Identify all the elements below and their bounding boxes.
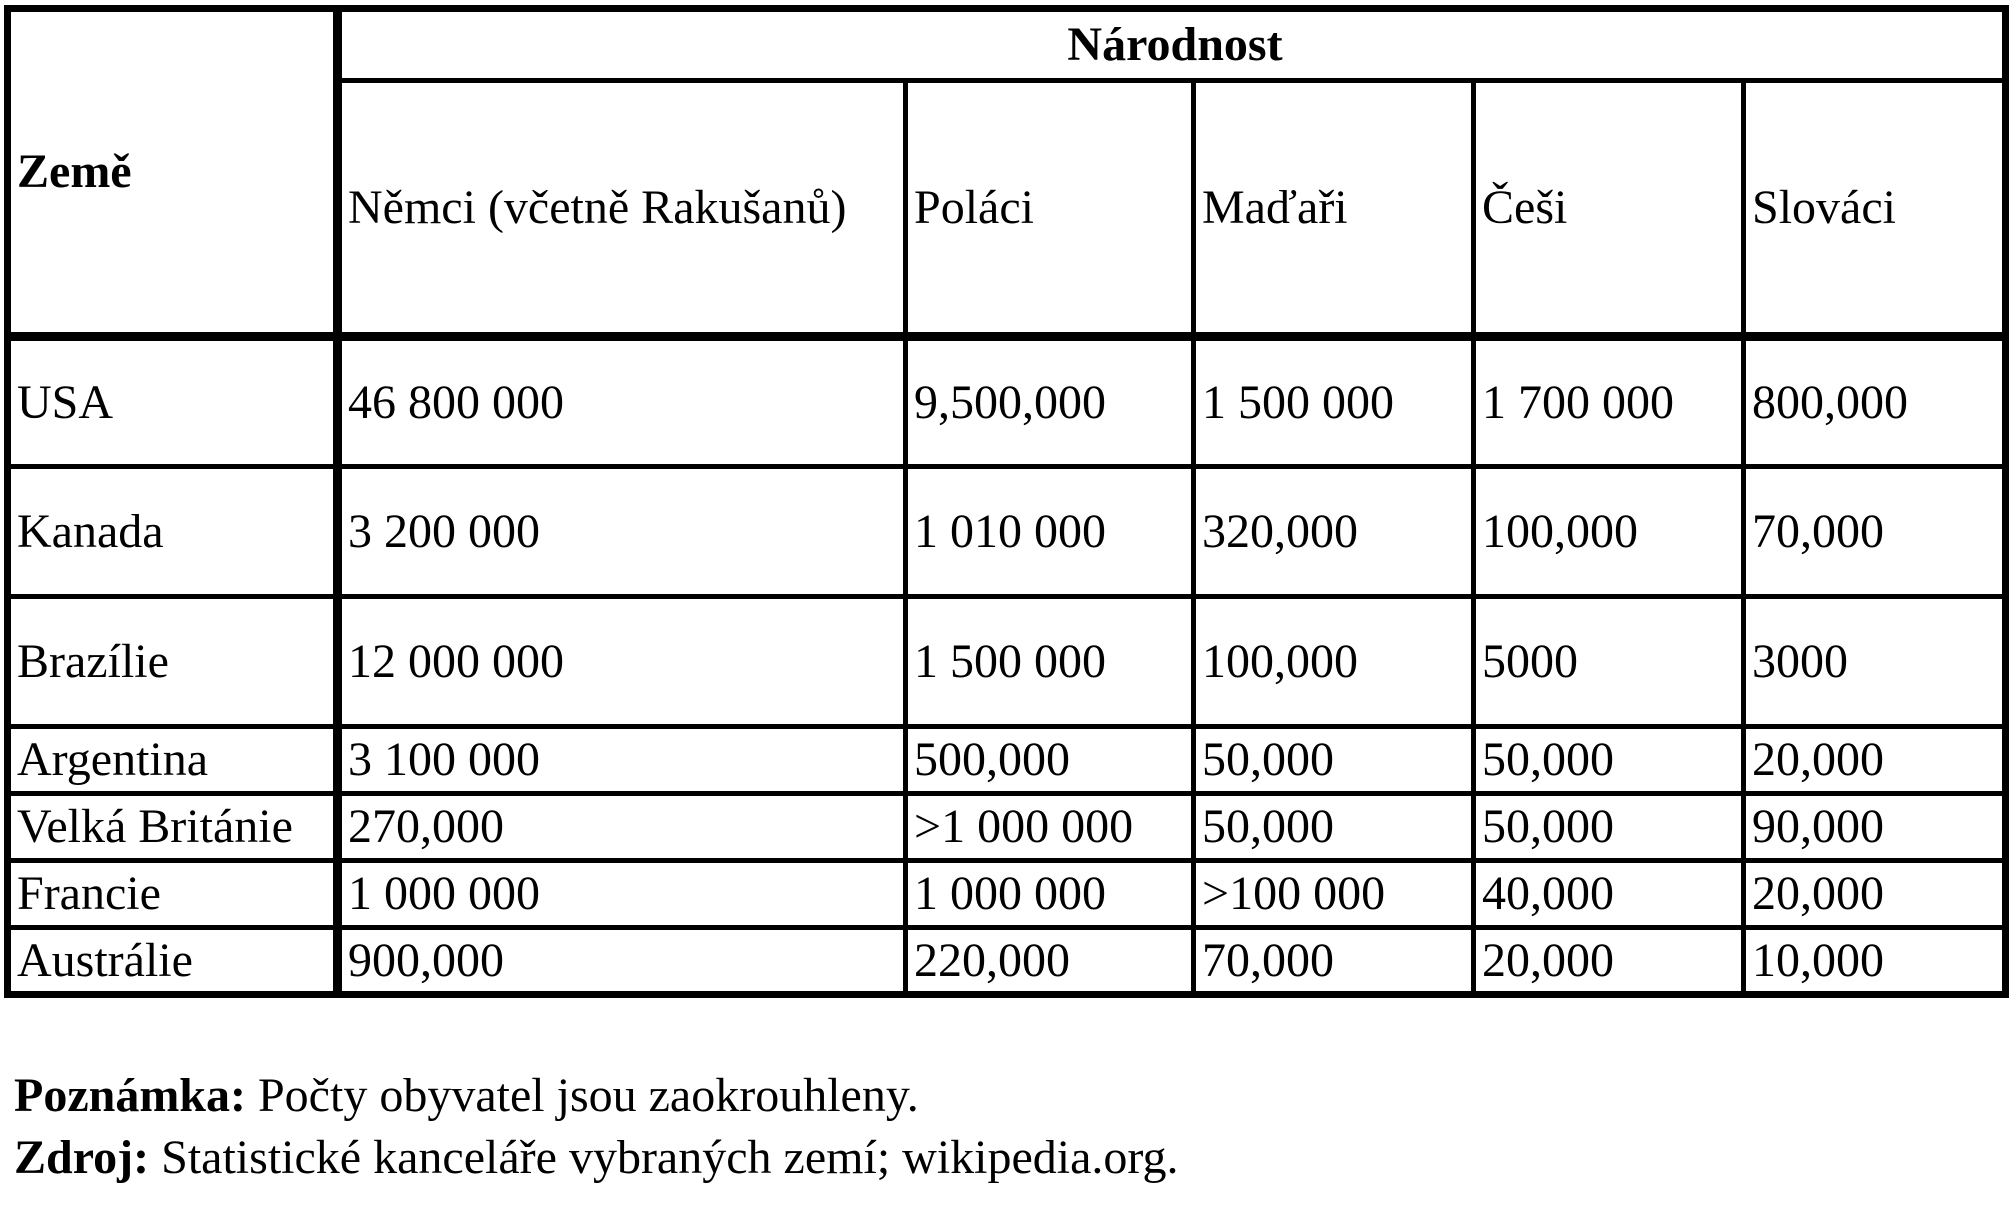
cell-value: 500,000	[906, 727, 1194, 794]
cell-value: 9,500,000	[906, 337, 1194, 467]
column-header-slovaci: Slováci	[1744, 81, 2006, 337]
cell-value: 40,000	[1474, 861, 1744, 928]
source-label: Zdroj:	[14, 1131, 150, 1185]
cell-value: 46 800 000	[338, 337, 906, 467]
cell-value: 100,000	[1194, 597, 1474, 727]
cell-value: 3 200 000	[338, 467, 906, 597]
cell-value: 1 000 000	[906, 861, 1194, 928]
cell-value: 1 500 000	[1194, 337, 1474, 467]
row-country: Austrálie	[8, 928, 338, 995]
cell-value: 1 500 000	[906, 597, 1194, 727]
row-country: Kanada	[8, 467, 338, 597]
population-table	[4, 5, 2009, 998]
cell-value: 3 100 000	[338, 727, 906, 794]
cell-value: 3000	[1744, 597, 2006, 727]
column-header-polaci: Poláci	[906, 81, 1194, 337]
column-header-nemci: Němci (včetně Rakušanů)	[338, 81, 906, 337]
cell-value: 10,000	[1744, 928, 2006, 995]
cell-value: 12 000 000	[338, 597, 906, 727]
cell-value: 20,000	[1744, 727, 2006, 794]
row-country: Velká Británie	[8, 794, 338, 861]
table-row	[8, 597, 2006, 727]
cell-value: 1 700 000	[1474, 337, 1744, 467]
cell-value: 50,000	[1194, 794, 1474, 861]
cell-value: 50,000	[1474, 727, 1744, 794]
cell-value: 90,000	[1744, 794, 2006, 861]
cell-value: 5000	[1474, 597, 1744, 727]
note-text: Počty obyvatel jsou zaokrouhleny.	[245, 1069, 919, 1122]
cell-value: 900,000	[338, 928, 906, 995]
cell-value: 320,000	[1194, 467, 1474, 597]
cell-value: >100 000	[1194, 861, 1474, 928]
table-row	[8, 727, 2006, 794]
row-country: Francie	[8, 861, 338, 928]
country-header: Země	[8, 9, 338, 337]
cell-value: 100,000	[1474, 467, 1744, 597]
cell-value: >1 000 000	[906, 794, 1194, 861]
cell-value: 50,000	[1474, 794, 1744, 861]
row-country: USA	[8, 337, 338, 467]
table-notes	[14, 1065, 1179, 1190]
source-line	[14, 1127, 1179, 1189]
cell-value: 20,000	[1474, 928, 1744, 995]
column-header-madari: Maďaři	[1194, 81, 1474, 337]
cell-value: 220,000	[906, 928, 1194, 995]
table-row	[8, 861, 2006, 928]
cell-value: 50,000	[1194, 727, 1474, 794]
cell-value: 800,000	[1744, 337, 2006, 467]
nationality-group-header: Národnost	[338, 9, 2006, 81]
row-country: Argentina	[8, 727, 338, 794]
cell-value: 270,000	[338, 794, 906, 861]
cell-value: 70,000	[1744, 467, 2006, 597]
source-text: Statistické kanceláře vybraných zemí; wikipedia.org.	[149, 1131, 1179, 1185]
table-row	[8, 467, 2006, 597]
table-row	[8, 794, 2006, 861]
cell-value: 20,000	[1744, 861, 2006, 928]
cell-value: 1 010 000	[906, 467, 1194, 597]
table-row	[8, 928, 2006, 995]
row-country: Brazílie	[8, 597, 338, 727]
note-line	[14, 1065, 1179, 1127]
cell-value: 70,000	[1194, 928, 1474, 995]
cell-value: 1 000 000	[338, 861, 906, 928]
column-header-cesi: Češi	[1474, 81, 1744, 337]
note-label: Poznámka:	[14, 1069, 246, 1122]
table-row	[8, 337, 2006, 467]
